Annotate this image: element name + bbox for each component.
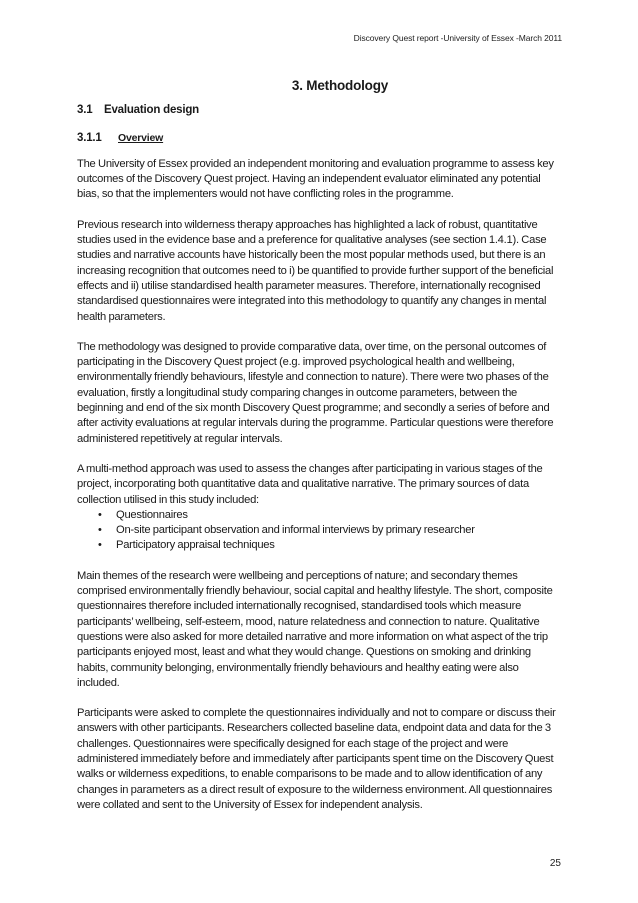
paragraph-2: Previous research into wilderness therapy approaches has highlighted a lack of robust, quantitative studies used in the evidence base and a preference for qualitative analyses (see section 1.4.1). Case studies and narrative accounts have historically been the most popular methods used, but there is an increasing recognition that outcomes need to i) be quantified to provide further support of the beneficial effects and ii) utilise standardised health parameter measures. Therefore, internationally recognised standardised questionnaires were integrated into this methodology to quantify any changes in mental health parameters. — [77, 218, 554, 323]
subsection-heading — [77, 131, 563, 146]
list-item: • On-site participant observation and informal interviews by primary researcher — [98, 523, 563, 538]
chapter-title: 3. Methodology — [291, 78, 389, 93]
page-content — [77, 78, 563, 828]
paragraph-4: A multi-method approach was used to assess the changes after participating in various stages of the project, incorporating both quantitative data and qualitative narrative. The primary sources of data collection utilised in this study included: — [77, 462, 543, 506]
paragraph-5: Main themes of the research were wellbeing and perceptions of nature; and secondary themes comprised environmentally friendly behaviour, social capital and healthy lifestyle. The short, composite questionnaires therefore included internationally recognised, standardised tools which measure participants’ wellbeing, self-esteem, mood, nature relatedness and connection to nature. Qualitative questions were also asked for more detailed narrative and more information on what aspect of the trip participants enjoyed most, least and what they would change. Questions on smoking and drinking habits, community belonging, environmentally friendly behaviours and healthy eating were also included. — [77, 569, 553, 689]
page-number: 25 — [549, 858, 561, 869]
section-heading — [77, 103, 563, 118]
section-title: Evaluation design — [104, 104, 200, 117]
subsection-title: Overview — [118, 131, 164, 144]
running-header: Discovery Quest report -University of Essex -March 2011 — [353, 33, 562, 43]
data-sources-list — [77, 508, 563, 554]
paragraph-6: Participants were asked to complete the questionnaires individually and not to compare or discuss their answers with other participants. Researchers collected baseline data, endpoint data and data for the 3 challenges. Questionnaires were specifically designed for each stage of the project and were administered immediately before and immediately after participants spent time on the Discovery Quest walks or wilderness expeditions, to enable comparisons to be made and to allow identification of any changes in parameters as a direct result of exposure to the wilderness environment. All questionnaires were collated and sent to the University of Essex for independent analysis. — [77, 707, 556, 811]
subsection-number: 3.1.1 — [77, 131, 102, 144]
paragraph-1: The University of Essex provided an independent monitoring and evaluation programme to assess key outcomes of the Discovery Quest project. Having an independent evaluator eliminated any potential bias, so that the implementers would not have conflicting roles in the programme. — [77, 157, 554, 201]
section-number: 3.1 — [77, 104, 93, 117]
list-item: • Questionnaires — [98, 508, 563, 523]
paragraph-3: The methodology was designed to provide comparative data, over time, on the personal outcomes of participating in the Discovery Quest project (e.g. improved psychological health and wellbeing, environmentally friendly behaviours, lifestyle and connection to nature). There were two phases of the evaluation, firstly a longitudinal study comparing changes in outcome parameters, between the beginning and end of the six month Discovery Quest programme; and secondly a series of before and after activity evaluations at regular intervals during the programme. Particular questions were therefore administered repetitively at regular intervals. — [77, 340, 554, 445]
list-item: • Participatory appraisal techniques — [98, 538, 563, 553]
